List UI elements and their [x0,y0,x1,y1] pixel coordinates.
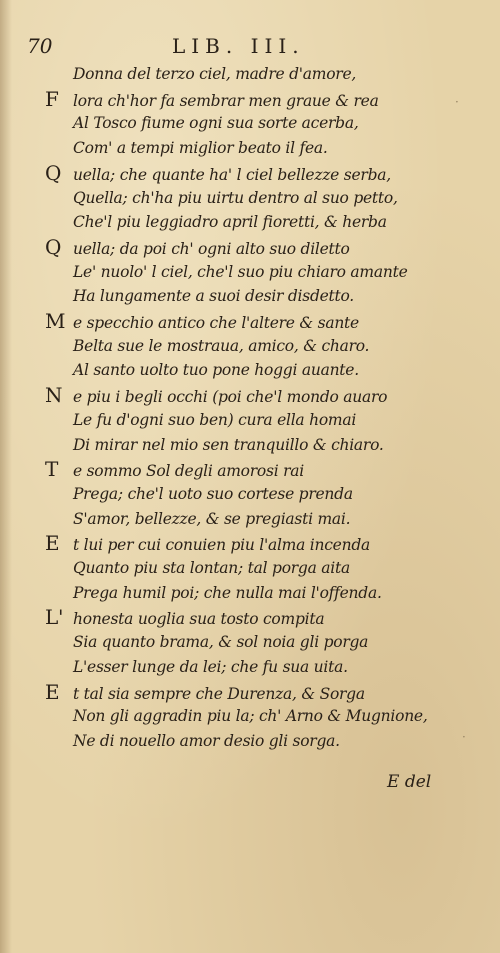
stanza-initial: F [45,86,59,111]
verse-line [73,408,356,432]
verse-text: Prega; che'l uoto suo cortese prenda [73,484,353,503]
stanza-initial: E [45,531,60,556]
verse-line [73,729,340,753]
verse-text: Sia quanto brama, & sol noia gli porga [73,633,369,652]
verse-line [73,556,350,580]
verse-text: S'amor, bellezze, & se pregiasti mai. [73,509,351,528]
verse-text: L'esser lunge da lei; che fu sua uita. [73,657,348,676]
verse-text: Quella; ch'ha piu uirtu dentro al suo petto, [73,188,398,207]
stanza-initial: N [45,383,63,408]
verse-line [73,482,353,506]
verse-line [73,358,359,382]
verse-text: Le fu d'ogni suo ben) cura ella homai [73,410,357,429]
verse-line [73,334,369,358]
verse-line [73,210,387,234]
verse-text: Prega humil poi; che nulla mai l'offenda. [73,583,382,602]
verse-text: uella; da poi ch' ogni alto suo diletto [73,239,350,258]
verse-text: e piu i begli occhi (poi che'l mondo auaro [73,388,388,407]
stanza-initial: M [45,309,66,333]
verse-text: Com' a tempi miglior beato il fea. [73,139,328,158]
verse-line [45,383,387,407]
verse-line [45,161,391,185]
verse-line [73,704,428,728]
verse-line [73,507,350,531]
verse-text: e specchio antico che l'altere & sante [73,314,359,332]
running-head: LIB. III. [172,34,305,58]
verse-line [45,531,370,555]
page-gutter-shadow [0,0,12,953]
show-through-mark: · [455,95,459,109]
verse-text: Ne di nouello amor desio gli sorga. [73,731,340,750]
verse-line [73,62,356,86]
verse-text: Ha lungamente a suoi desir disdetto. [73,287,354,306]
stanza-initial: L' [45,605,64,630]
verse-text: Di mirar nel mio sen tranquillo & chiaro. [73,435,384,454]
verse-line [73,581,382,605]
verse-line [45,457,304,481]
verse-line [73,111,359,135]
verse-line [73,186,398,210]
verse-text: Donna del terzo ciel, madre d'amore, [73,65,357,83]
verse-text: Le' nuolo' l ciel, che'l suo piu chiaro amante [73,262,408,281]
verse-line [73,260,408,284]
stanza-initial: T [45,457,59,482]
verse-line [45,605,324,629]
verse-text: e sommo Sol degli amorosi rai [73,462,304,481]
verse-text: uella; che quante ha' l ciel bellezze serba, [73,165,391,184]
page-number: 70 [27,34,53,58]
stanza-initial: Q [45,234,62,259]
verse-text: Che'l piu leggiadro april fioretti, & herba [73,213,387,232]
verse-text: lora ch'hor fa sembrar men graue & rea [73,91,379,110]
verse-text: t tal sia sempre che Durenza, & Sorga [73,684,365,703]
page-header [0,30,500,60]
verse-line [45,87,379,111]
verse-line [73,284,354,308]
verse-line [45,235,350,259]
verse-text: Belta sue le mostraua, amico, & charo. [73,336,370,355]
show-through-mark: · [462,730,466,744]
stanza-initial: E [45,679,60,704]
verse-line [73,136,328,160]
verse-text: Non gli aggradin piu la; ch' Arno & Mugnione, [73,707,428,726]
verse-text: t lui per cui conuien piu l'alma incenda [73,536,370,555]
stanza-initial: Q [45,160,62,185]
verse-text: honesta uoglia sua tosto compita [73,610,325,629]
verse-line [73,655,348,679]
verse-line [45,309,359,333]
verse-text: Al Tosco fiume ogni sua sorte acerba, [73,114,359,133]
verse-text: Al santo uolto tuo pone hoggi auante. [73,361,359,380]
catchword: E del [387,772,432,792]
verse-text: Quanto piu sta lontan; tal porga aita [73,559,350,577]
verse-line [73,433,384,457]
verse-line [45,680,365,704]
verse-line [73,630,368,654]
